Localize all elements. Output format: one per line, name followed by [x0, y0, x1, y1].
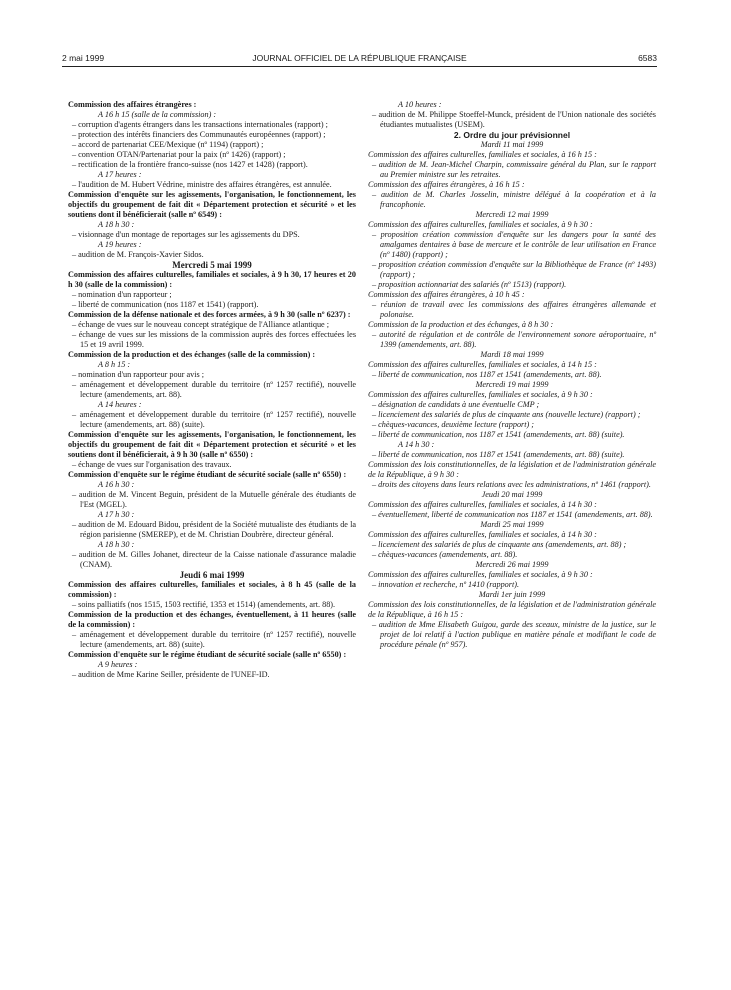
- time-slot: A 14 h 30 :: [398, 440, 435, 449]
- agenda-item: – échange de vues sur les missions de la commission auprès des forces effectuées les 15 et 19 avril 1999.: [72, 330, 356, 349]
- commission-heading: Commission de la défense nationale et des forces armées, à 9 h 30 (salle nº 6237) :: [68, 310, 351, 319]
- agenda-item: – liberté de communication, nos 1187 et 1541 (amendements, art. 88) (suite).: [372, 450, 625, 459]
- commission-heading: Commission des affaires étrangères, à 16 h 15 :: [368, 180, 525, 189]
- time-slot: A 9 heures :: [98, 660, 138, 669]
- commission-heading: Commission d'enquête sur les agissements, l'organisation, le fonctionnement, les objectifs du groupement de fait dit « Département protection et sécurité » et les soutiens dont il bénéficierait (salle nº 6549) :: [68, 190, 356, 219]
- time-slot: A 8 h 15 :: [98, 360, 131, 369]
- header-date: 2 mai 1999: [62, 53, 105, 63]
- commission-heading: Commission des affaires culturelles, familiales et sociales, à 16 h 15 :: [368, 150, 597, 159]
- day-heading: Jeudi 6 mai 1999: [179, 570, 245, 580]
- agenda-item: – innovation et recherche, nº 1410 (rapport).: [372, 580, 520, 589]
- agenda-item: – liberté de communication, nos 1187 et 1541 (amendements, art. 88) (suite).: [372, 430, 625, 439]
- agenda-item: – réunion de travail avec les commissions des affaires étrangères allemande et polonaise.: [372, 300, 656, 319]
- agenda-item: – aménagement et développement durable du territoire (nº 1257 rectifié), nouvelle lecture (amendements, art. 88) (suite).: [72, 410, 356, 429]
- commission-heading: Commission des affaires culturelles, familiales et sociales, à 14 h 30 :: [368, 500, 597, 509]
- agenda-item: – liberté de communication, nos 1187 et 1541 (amendements, art. 88).: [372, 370, 602, 379]
- left-column: [68, 100, 356, 680]
- agenda-item: – échange de vues sur l'organisation des travaux.: [72, 460, 232, 469]
- agenda-item: – proposition création commission d'enquête sur la Bibliothèque de France (nº 1493) (rapport) ;: [372, 260, 656, 279]
- agenda-item: – audition de M. Edouard Bidou, président de la Société mutualiste des étudiants de la région parisienne (SMEREP), et de M. Christian Doubrère, directeur général.: [72, 520, 356, 539]
- time-slot: A 16 h 30 :: [98, 480, 135, 489]
- agenda-item: – nomination d'un rapporteur ;: [72, 290, 172, 299]
- time-slot: A 14 heures :: [98, 400, 142, 409]
- day-heading: Jeudi 20 mai 1999: [481, 490, 543, 499]
- commission-heading: Commission des affaires culturelles, familiales et sociales, à 14 h 15 :: [368, 360, 597, 369]
- time-slot: A 17 h 30 :: [98, 510, 135, 519]
- journal-title: JOURNAL OFFICIEL DE LA RÉPUBLIQUE FRANÇAISE: [252, 53, 467, 63]
- agenda-item: – échange de vues sur le nouveau concept stratégique de l'Alliance atlantique ;: [72, 320, 330, 329]
- agenda-item: – chèques-vacances (amendements, art. 88).: [372, 550, 518, 559]
- agenda-item: – aménagement et développement durable du territoire (nº 1257 rectifié), nouvelle lecture (amendements, art. 88).: [72, 380, 356, 399]
- day-heading: Mardi 18 mai 1999: [480, 350, 544, 359]
- agenda-item: – accord de partenariat CEE/Mexique (nº 1194) (rapport) ;: [72, 140, 264, 149]
- agenda-item: – rectification de la frontière franco-suisse (nos 1427 et 1428) (rapport).: [72, 160, 308, 169]
- agenda-item: – éventuellement, liberté de communication nos 1187 et 1541 (amendements, art. 88).: [372, 510, 653, 519]
- agenda-item: – l'audition de M. Hubert Védrine, ministre des affaires étrangères, est annulée.: [72, 180, 332, 189]
- day-heading: Mercredi 19 mai 1999: [475, 380, 549, 389]
- agenda-item: – convention OTAN/Partenariat pour la paix (nº 1426) (rapport) ;: [72, 150, 286, 159]
- agenda-item: – audition de Mme Elisabeth Guigou, garde des sceaux, ministre de la justice, sur le projet de loi relatif à l'action publique en matière pénale et modifiant le code de procédure pénale (nº 957).: [372, 620, 656, 649]
- commission-heading: Commission des affaires culturelles, familiales et sociales, à 9 h 30 :: [368, 570, 593, 579]
- agenda-item: – proposition actionnariat des salariés (nº 1513) (rapport).: [372, 280, 567, 289]
- agenda-item: – audition de M. Charles Josselin, ministre délégué à la coopération et à la francophonie.: [372, 190, 656, 209]
- page-header: [62, 53, 657, 67]
- right-column: [368, 100, 656, 650]
- agenda-item: – visionnage d'un montage de reportages sur les agissements du DPS.: [72, 230, 300, 239]
- agenda-item: – audition de M. Philippe Stoeffel-Munck, président de l'Union nationale des sociétés étudiantes mutualistes (USEM).: [372, 110, 656, 129]
- commission-heading: Commission des affaires étrangères, à 10 h 45 :: [368, 290, 525, 299]
- header-rule: [62, 66, 657, 67]
- day-heading: Mardi 25 mai 1999: [480, 520, 544, 529]
- section-heading: 2. Ordre du jour prévisionnel: [453, 130, 571, 140]
- agenda-item: – protection des intérêts financiers des Communautés européennes (rapport) ;: [72, 130, 326, 139]
- time-slot: A 17 heures :: [98, 170, 142, 179]
- commission-heading: Commission d'enquête sur le régime étudiant de sécurité sociale (salle nº 6550) :: [68, 470, 347, 479]
- page-number: 6583: [638, 53, 657, 63]
- commission-heading: Commission des affaires culturelles, familiales et sociales, à 9 h 30 :: [368, 220, 593, 229]
- time-slot: A 16 h 15 (salle de la commission) :: [98, 110, 217, 119]
- agenda-item: – nomination d'un rapporteur pour avis ;: [72, 370, 204, 379]
- commission-heading: Commission de la production et des échanges, à 8 h 30 :: [368, 320, 554, 329]
- agenda-item: – soins palliatifs (nos 1515, 1503 rectifié, 1353 et 1514) (amendements, art. 88).: [72, 600, 336, 609]
- commission-heading: Commission d'enquête sur les agissements, l'organisation, le fonctionnement, les objectifs du groupement de fait dit « Département protection et sécurité » et les soutiens dont il bénéficierait, à 9 h 30 (salle nº 6550) :: [68, 430, 356, 459]
- commission-heading: Commission des affaires culturelles, familiales et sociales, à 9 h 30, 17 heures et 20 h 30 (salle de la commission) :: [68, 270, 356, 289]
- commission-heading: Commission des lois constitutionnelles, de la législation et de l'administration générale de la République, à 9 h 30 :: [368, 460, 656, 479]
- commission-heading: Commission de la production et des échanges, éventuellement, à 11 heures (salle de la commission) :: [68, 610, 356, 629]
- agenda-item: – audition de Mme Karine Seiller, présidente de l'UNEF-ID.: [72, 670, 270, 679]
- agenda-item: – licenciement des salariés de plus de cinquante ans (nouvelle lecture) (rapport) ;: [372, 410, 641, 419]
- agenda-item: – audition de M. Gilles Johanet, directeur de la Caisse nationale d'assurance maladie (CNAM).: [72, 550, 356, 569]
- day-heading: Mercredi 12 mai 1999: [475, 210, 549, 219]
- agenda-item: – corruption d'agents étrangers dans les transactions internationales (rapport) ;: [72, 120, 328, 129]
- commission-heading: Commission des affaires culturelles, familiales et sociales, à 8 h 45 (salle de la commission) :: [68, 580, 356, 599]
- day-heading: Mardi 1er juin 1999: [478, 590, 546, 599]
- time-slot: A 18 h 30 :: [98, 540, 135, 549]
- time-slot: A 10 heures :: [398, 100, 442, 109]
- day-heading: Mardi 11 mai 1999: [480, 140, 544, 149]
- agenda-item: – licenciement des salariés de plus de cinquante ans (amendements, art. 88) ;: [372, 540, 627, 549]
- agenda-item: – aménagement et développement durable du territoire (nº 1257 rectifié), nouvelle lecture (amendements, art. 88) (suite).: [72, 630, 356, 649]
- day-heading: Mercredi 5 mai 1999: [172, 260, 252, 270]
- commission-heading: Commission d'enquête sur le régime étudiant de sécurité sociale (salle nº 6550) :: [68, 650, 347, 659]
- agenda-item: – désignation de candidats à une éventuelle CMP ;: [372, 400, 540, 409]
- commission-heading: Commission de la production et des échanges (salle de la commission) :: [68, 350, 316, 359]
- agenda-item: – audition de M. Jean-Michel Charpin, commissaire général du Plan, sur le rapport au Premier ministre sur les retraites.: [372, 160, 656, 179]
- agenda-item: – chèques-vacances, deuxième lecture (rapport) ;: [372, 420, 535, 429]
- commission-heading: Commission des affaires étrangères :: [68, 100, 197, 109]
- commission-heading: Commission des lois constitutionnelles, de la législation et de l'administration générale de la République, à 16 h 15 :: [368, 600, 656, 619]
- agenda-item: – audition de M. François-Xavier Sidos.: [72, 250, 204, 259]
- agenda-item: – autorité de régulation et de contrôle de l'environnement sonore aéroportuaire, nº 1399 (amendements, art. 88).: [372, 330, 656, 349]
- agenda-item: – droits des citoyens dans leurs relations avec les administrations, nº 1461 (rapport).: [372, 480, 651, 489]
- commission-heading: Commission des affaires culturelles, familiales et sociales, à 9 h 30 :: [368, 390, 593, 399]
- agenda-item: – audition de M. Vincent Beguin, président de la Mutuelle générale des étudiants de l'Est (MGEL).: [72, 490, 356, 509]
- agenda-item: – liberté de communication (nos 1187 et 1541) (rapport).: [72, 300, 259, 309]
- commission-heading: Commission des affaires culturelles, familiales et sociales, à 14 h 30 :: [368, 530, 597, 539]
- day-heading: Mercredi 26 mai 1999: [475, 560, 549, 569]
- agenda-item: – proposition création commission d'enquête sur les dangers pour la santé des amalgames dentaires à base de mercure et le contrôle de leur utilisation en France (nº 1480) (rapport) ;: [372, 230, 656, 259]
- time-slot: A 18 h 30 :: [98, 220, 135, 229]
- time-slot: A 19 heures :: [98, 240, 142, 249]
